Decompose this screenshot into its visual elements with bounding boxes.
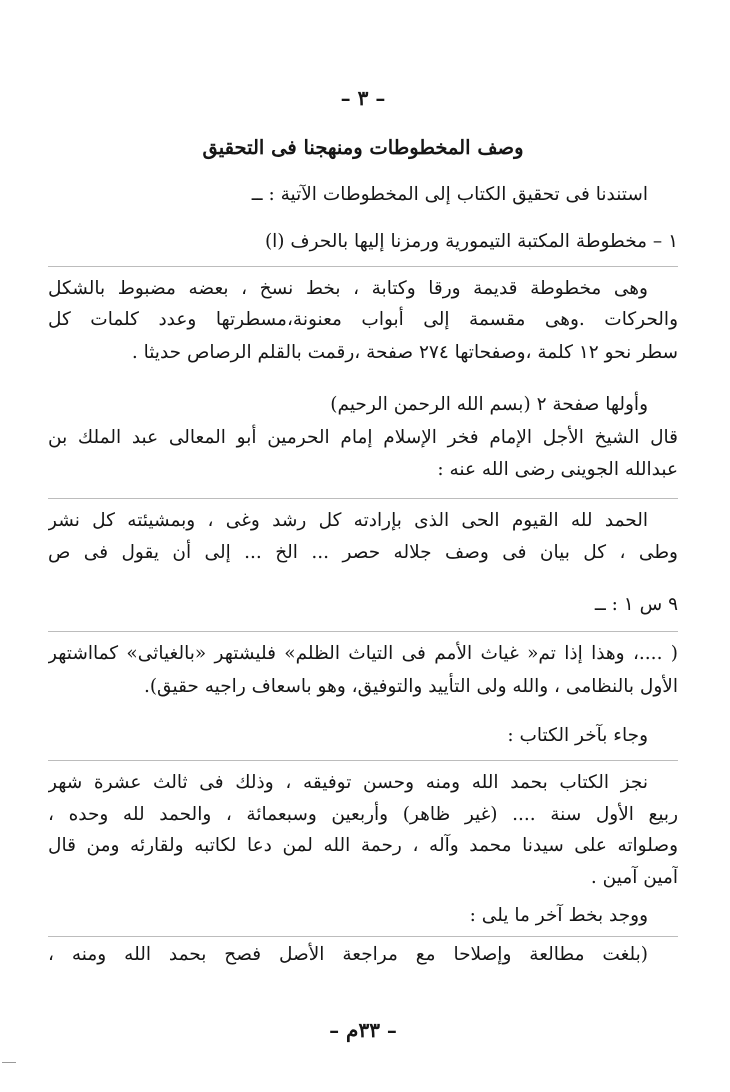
first-page-line-2: قال الشيخ الأجل الإمام فخر الإسلام إمام الحرمين أبو المعالى عبد الملك بن <box>48 427 678 448</box>
paragraph-divider <box>48 936 678 937</box>
paragraph-divider <box>48 266 678 267</box>
colophon-line-3: وصلواته على سيدنا محمد وآله ، رحمة الله لمن دعا لكاتبه ولقارئه ومن قال <box>48 835 678 856</box>
colophon-line-1: نجز الكتاب بحمد الله ومنه وحسن توفيقه ، وذلك فى ثالث عشرة شهر <box>48 772 648 793</box>
quote-line-1: ( ....، وهذا إذا تم« غياث الأمم فى التياث الظلم» فليشتهر «بالغياثى» كمااشتهر <box>48 643 678 664</box>
folio-number: – ٣٣م – <box>329 1018 397 1042</box>
note-line: (بلغت مطالعة وإصلاحا مع مراجعة الأصل فصح بحمد الله ومنه ، <box>48 944 648 965</box>
intro-line: استندنا فى تحقيق الكتاب إلى المخطوطات الآتية : ــ <box>251 184 648 205</box>
paragraph-divider <box>48 498 678 499</box>
description-line-2: والحركات .وهى مقسمة إلى أبواب معنونة،مسطرتها وعدد كلمات كل <box>48 309 678 330</box>
opening-line-2: وطى ، كل بيان فى وصف جلاله حصر ... الخ ... إلى أن يقول فى ص <box>48 542 678 563</box>
paragraph-divider <box>48 760 678 761</box>
page-number: – ٣ – <box>340 86 386 110</box>
colophon-line-2: ربيع الأول سنة .... (غير ظاهر) وأربعين وسبعمائة ، والحمد لله وحده ، <box>48 804 678 825</box>
note-heading: ووجد بخط آخر ما يلى : <box>469 905 648 926</box>
opening-line-3: ٩ س ١ : ــ <box>594 594 678 615</box>
opening-line-1: الحمد لله القيوم الحى الذى بإرادته كل رشد وغى ، وبمشيئته كل نشر <box>48 510 648 531</box>
first-page-line-3: عبدالله الجوينى رضى الله عنه : <box>437 459 678 480</box>
description-line-3: سطر نحو ١٢ كلمة ،وصفحاتها ٢٧٤ صفحة ،رقمت بالقلم الرصاص حديثا . <box>131 342 678 363</box>
description-line-1: وهى مخطوطة قديمة ورقا وكتابة ، بخط نسخ ، بعضه مضبوط بالشكل <box>48 278 648 299</box>
section-title: وصف المخطوطات ومنهجنا فى التحقيق <box>202 136 524 159</box>
end-heading: وجاء بآخر الكتاب : <box>507 725 648 746</box>
manuscript-heading: ١ – مخطوطة المكتبة التيمورية ورمزنا إليها بالحرف (ا) <box>264 231 678 252</box>
colophon-line-4: آمين آمين . <box>590 867 678 888</box>
first-page-line-1: وأولها صفحة ٢ (بسم الله الرحمن الرحيم) <box>330 394 648 415</box>
paragraph-divider <box>48 631 678 632</box>
quote-line-2: الأول بالنظامى ، والله ولى التأييد والتوفيق، وهو باسعاف راجيه حقيق). <box>143 676 678 697</box>
scan-mark <box>2 1062 16 1063</box>
